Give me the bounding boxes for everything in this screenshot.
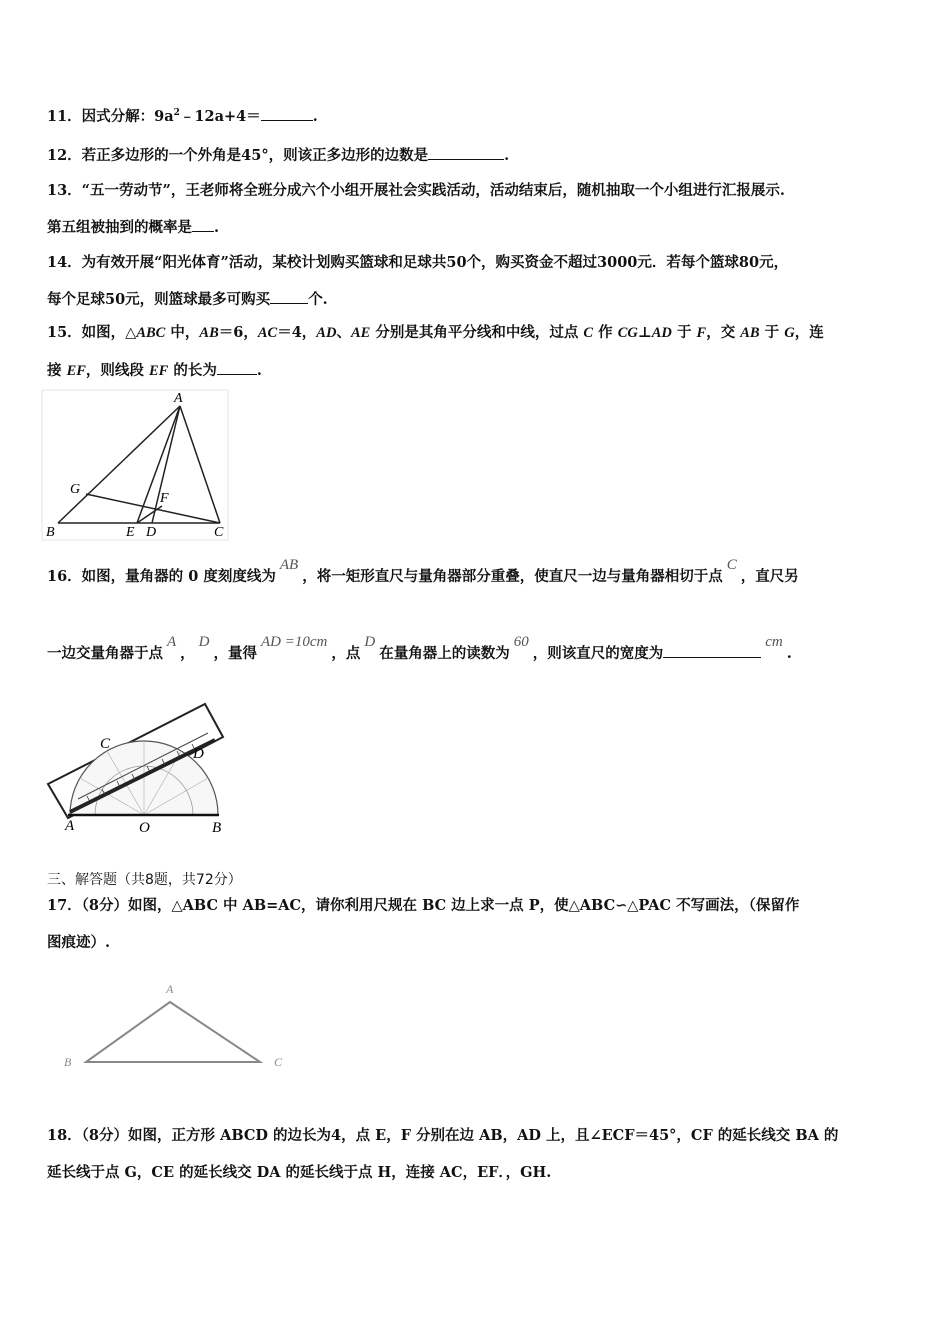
question-14-line1: 14．为有效开展“阳光体育”活动，某校计划购买篮球和足球共50个，购买资金不超过3000元．若每个篮球80元， [47, 254, 789, 271]
question-14-line2: 每个足球50元，则篮球最多可购买 个. [47, 291, 328, 308]
label-D: D [146, 525, 157, 540]
label-F: F [160, 491, 169, 506]
label-D: D [193, 746, 204, 762]
question-18-line1: 18．（8分）如图，正方形 ABCD 的边长为4，点 E，F 分别在边 AB，AD 上，且∠ECF＝45°，CF 的延长线交 BA 的 [47, 1127, 839, 1144]
figure-16-protractor [45, 700, 235, 840]
label-C: C [214, 525, 224, 540]
question-15-line2: 接 EF，则线段 EF 的长为 . [47, 362, 262, 379]
label-A: A [174, 391, 183, 406]
label-B: B [46, 525, 55, 540]
section-3-heading: 三、解答题（共8题，共72分） [47, 872, 242, 888]
answer-blank[interactable] [192, 217, 214, 232]
label-B: B [212, 820, 222, 836]
question-16-line2: 一边交量角器于点A，D，量得AD =10cm，点D在量角器上的读数为60，则该直尺的宽度为cm. [47, 634, 792, 662]
label-B: B [64, 1055, 72, 1069]
answer-blank[interactable] [270, 289, 308, 304]
answer-blank[interactable] [261, 106, 313, 121]
question-11: 11．因式分解：$9a^2﹣12a+4=$ . [47, 107, 318, 125]
question-13-line2: 第五组被抽到的概率是 . [47, 219, 220, 236]
question-17-line2: 图痕迹）. [47, 934, 111, 951]
question-12: 12．若正多边形的一个外角是45°，则该正多边形的边数是 . [47, 147, 510, 164]
label-C: C [274, 1055, 283, 1069]
figure-17-triangle [60, 978, 300, 1073]
question-15-line1: 15．如图，△ABC 中，AB＝6，AC＝4，AD、AE 分别是其角平分线和中线，过点 C 作 CG⊥AD 于 F，交 AB 于 G，连 [47, 324, 824, 341]
label-C: C [100, 736, 111, 752]
answer-blank[interactable] [217, 360, 257, 375]
label-E: E [126, 525, 135, 540]
label-A: A [166, 982, 174, 996]
answer-blank[interactable] [663, 643, 761, 658]
question-18-line2: 延长线于点 G，CE 的延长线交 DA 的延长线于点 H，连接 AC，EF．，GH. [47, 1164, 552, 1181]
label-O: O [139, 820, 150, 836]
answer-blank[interactable] [428, 145, 504, 160]
label-A: A [65, 818, 75, 834]
label-G: G [70, 482, 81, 497]
question-17-line1: 17．（8分）如图，△ABC 中 AB=AC，请你利用尺规在 BC 边上求一点 P，使△ABC∽△PAC 不写画法，（保留作 [47, 897, 800, 914]
question-16-line1: 16．如图，量角器的 0 度刻度线为AB，将一矩形直尺与量角器部分重叠，使直尺一边与量角器相切于点C，直尺另 [47, 557, 799, 585]
question-13-line1: 13．“五一劳动节”，王老师将全班分成六个小组开展社会实践活动，活动结束后，随机抽取一个小组进行汇报展示. [47, 182, 785, 199]
figure-15-triangle [42, 390, 232, 542]
